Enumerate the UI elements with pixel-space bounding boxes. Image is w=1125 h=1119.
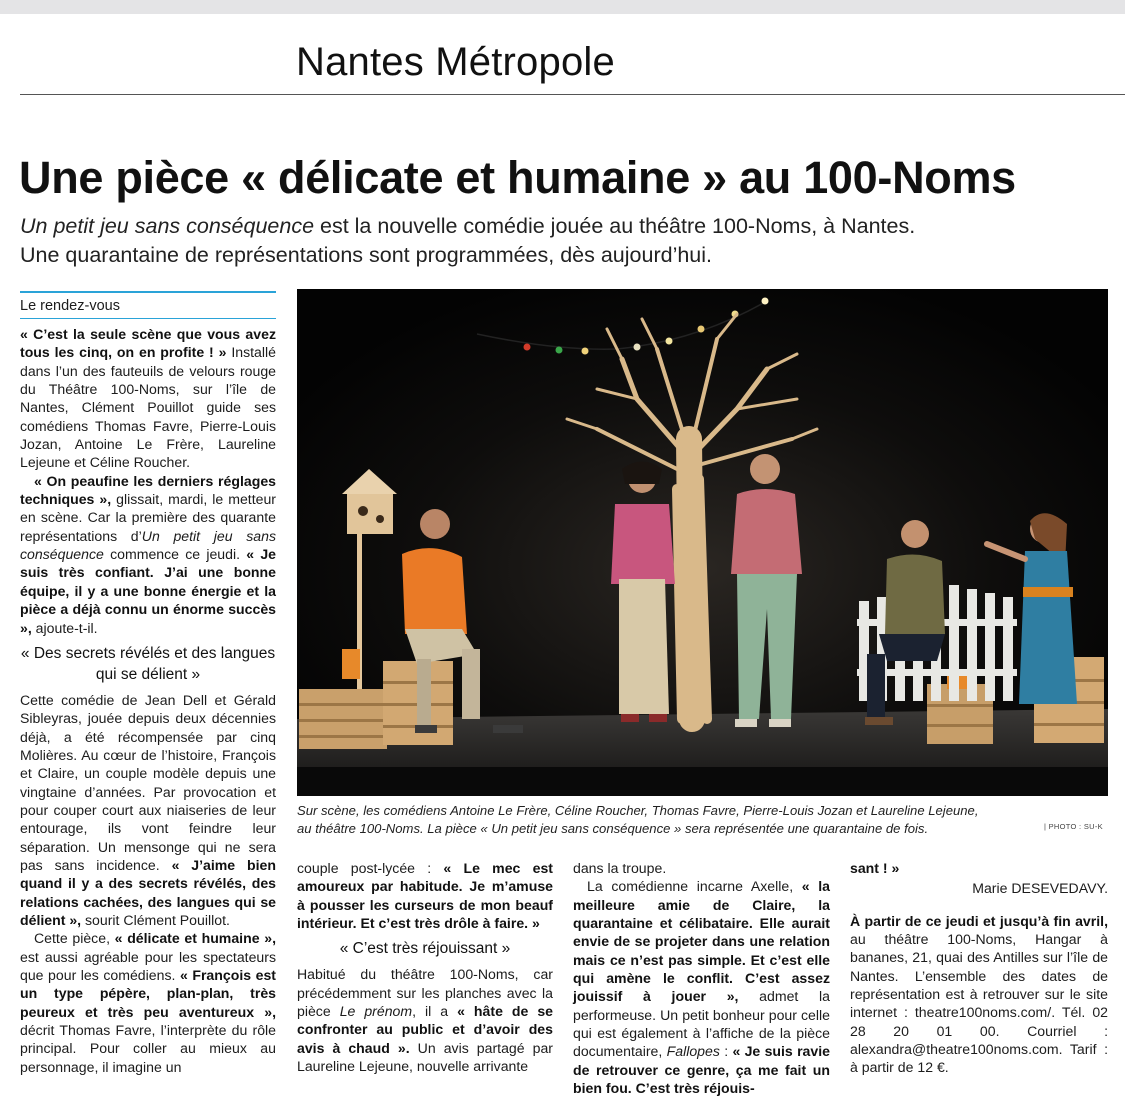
quote: « François est un type pépère, plan-plan, très peureux et très peu aventureux »,: [20, 967, 276, 1020]
text: couple post-lycée :: [297, 860, 444, 876]
quote: « Le mec est amoureux par habitude. Je m’amuse à pousser les curseurs de mon beauf intérieur. Et c’est très drôle à faire. »: [297, 860, 553, 932]
text: admet la performeuse. Un petit bonheur pour celle qui est également à l’affiche de la pièce documentaire,: [573, 988, 830, 1060]
paragraph: [20, 325, 276, 472]
caption-line-1: Sur scène, les comédiens Antoine Le Frère, Céline Roucher, Thomas Favre, Pierre-Louis Jozan et Laureline Lejeune,: [297, 803, 979, 818]
play-title: Le prénom: [339, 1003, 413, 1020]
subhead: « Des secrets révélés et des langues qui se délient »: [20, 644, 276, 683]
quote: « On peaufine les derniers réglages techniques »,: [20, 472, 276, 508]
text: décrit Thomas Favre, l’interprète du rôle principal. Pour coller au mieux au personnage, il imagine un: [20, 1022, 276, 1075]
quote: « hâte de se confronter au public et d’avoir des avis à chaud ».: [297, 1003, 553, 1056]
text: glissait, mardi, le metteur en scène. Car la première des quarante représentations d’: [20, 491, 276, 544]
stage-photo-illustration: [297, 289, 1108, 796]
article-column-3: [573, 859, 830, 1097]
photo-caption: [297, 802, 1108, 838]
text: sourit Clément Pouillot.: [81, 911, 230, 928]
section-title: Nantes Métropole: [296, 40, 615, 84]
paragraph: [20, 472, 276, 637]
paragraph: [20, 691, 276, 929]
quote: « C’est la seule scène que vous avez tous les cinq, on en profite ! »: [20, 326, 276, 361]
text: est aussi agréable pour les spectateurs que pour les comédiens.: [20, 948, 276, 983]
quote: « Je suis ravie de retrouver ce genre, ça me fait un bien fou. C’est très réjouis-: [573, 1043, 830, 1097]
practical-info: [850, 912, 1108, 1077]
article-column-1: [20, 291, 276, 1076]
caption-line-2: au théâtre 100-Noms. La pièce « Un petit jeu sans conséquence » sera représentée une quarantaine de fois.: [297, 821, 929, 836]
paragraph: [573, 877, 830, 1097]
text: Installé dans l’un des fauteuils de velours rouge du Théâtre 100-Noms, sur l’île de Nantes, Clément Pouillot guide ses comédiens Thomas Favre, Pierre-Louis Jozan, Antoine Le Frère, Laureline Lejeune et Céline Roucher.: [20, 344, 276, 471]
paragraph: dans la troupe.: [573, 860, 667, 876]
article-column-2: [297, 859, 553, 1075]
text: La comédienne incarne Axelle,: [587, 878, 802, 895]
quote: « délicate et humaine »,: [114, 930, 276, 947]
standfirst-line1: est la nouvelle comédie jouée au théâtre 100-Noms, à Nantes.: [314, 214, 916, 238]
play-title: Un petit jeu sans conséquence: [20, 527, 276, 563]
article-column-4: [850, 859, 1108, 1077]
section-rule: [20, 94, 1125, 95]
top-strip: [0, 0, 1125, 14]
text: , il a: [412, 1003, 458, 1020]
rendezvous-label: Le rendez-vous: [20, 291, 276, 319]
text: :: [719, 1043, 733, 1060]
dates: À partir de ce jeudi et jusqu’à fin avril,: [850, 912, 1108, 929]
text: Cette comédie de Jean Dell et Gérald Sibleyras, jouée depuis deux décennies déjà, a été récompensée par cinq Molières. Au cœur de l’histoire, François et Claire, un couple modèle depuis une vingtaine d’années. Par provocation et pour couper court aux niaiseries de leur entourage, ils vont feindre leur séparation. Un mensonge qui ne sera pas sans incidence.: [20, 691, 276, 873]
text: Cette pièce,: [34, 930, 115, 947]
text: ajoute-t-il.: [31, 619, 98, 636]
paragraph: [297, 859, 553, 932]
text: commence ce jeudi.: [103, 546, 247, 563]
author-signature: Marie DESEVEDAVY.: [972, 880, 1108, 897]
paragraph: [297, 965, 553, 1075]
standfirst-line2: Une quarantaine de représentations sont programmées, dès aujourd’hui.: [20, 243, 713, 267]
text: Habitué du théâtre 100-Noms, car précédemment sur les planches avec la pièce: [297, 966, 553, 1020]
play-title: Un petit jeu sans conséquence: [20, 214, 315, 238]
paragraph: [20, 929, 276, 1076]
quote: « J’aime bien quand il y a des secrets révélés, des relations cachées, des langues qui se délient »,: [20, 856, 276, 928]
text: Un avis partagé par Laureline Lejeune, nouvelle arrivante: [297, 1039, 553, 1075]
text: au théâtre 100-Noms, Hangar à bananes, 21, quai des Antilles sur l’île de Nantes. L’ensemble des dates de représentation est à retrouver sur le site internet : theatre100noms.com/. Tél. 02 28 20 01 00. Courriel : alexandra@theatre100noms.com. Tarif : à partir de 12 €.: [850, 931, 1108, 1076]
subhead: « C’est très réjouissant »: [339, 940, 511, 958]
stage-photo: [297, 289, 1108, 796]
quote: sant ! »: [850, 860, 900, 876]
photo-credit: | PHOTO : SU-K: [1044, 822, 1103, 831]
quote: « Je suis très confiant. J’ai une bonne équipe, il y a une bonne énergie et la pièce a déjà connu un énorme succès »,: [20, 546, 277, 636]
headline: Une pièce « délicate et humaine » au 100-Noms: [19, 152, 1016, 203]
paragraph: [850, 859, 1108, 877]
quote: « la meilleure amie de Claire, la quarantaine et célibataire. Elle aurait envie de se projeter dans une relation mais ce n’est pas simple. Et c’est elle qui amène le conflit. C’est assez jouissif à jouer »,: [573, 878, 830, 1005]
standfirst: [20, 212, 1110, 270]
play-title: Fallopes: [666, 1043, 720, 1060]
